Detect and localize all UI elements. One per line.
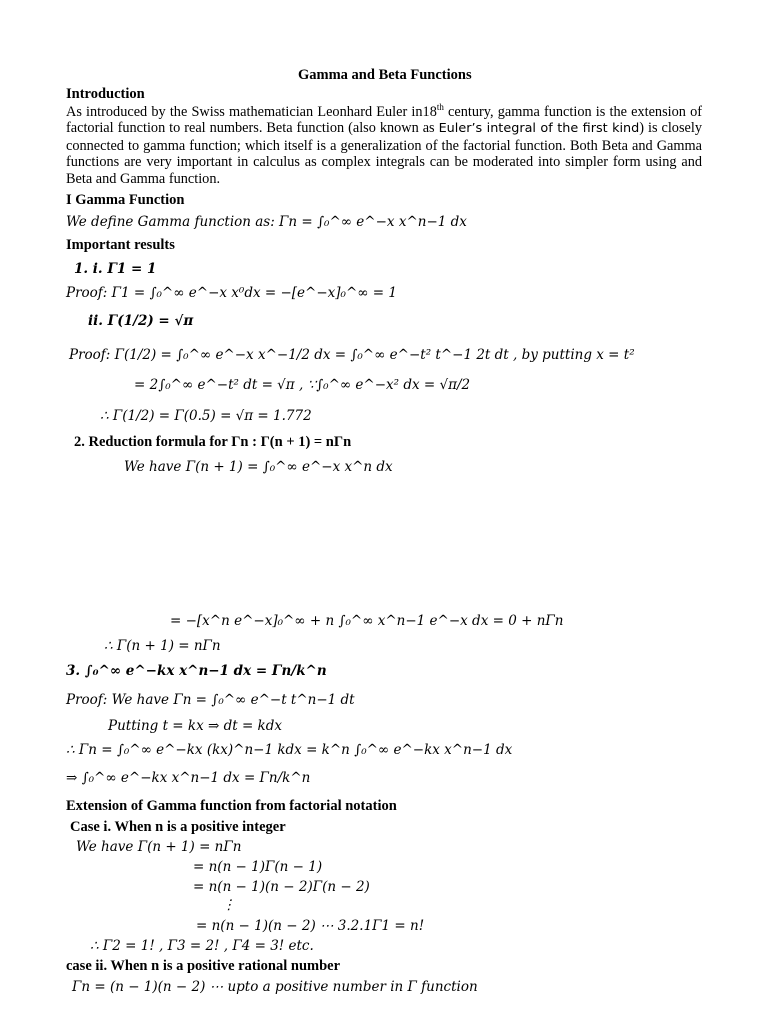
proof-3-substitution: Putting t = kx ⇒ dt = kdx <box>108 718 282 734</box>
extension-heading: Extension of Gamma function from factorial notation <box>66 798 397 814</box>
important-results-heading: Important results <box>66 237 175 253</box>
reduction-step: = −[x^n e^−x]₀^∞ + n ∫₀^∞ x^n−1 e^−x dx = 0 + nΓn <box>170 613 564 629</box>
case-ii-heading: case ii. When n is a positive rational number <box>66 958 341 974</box>
proof-1ii: Proof: Γ(1/2) = ∫₀^∞ e^−x x^−1/2 dx = ∫₀^∞ e^−t² t^−1 2t dt , by putting x = t² <box>69 347 635 363</box>
proof-3-step: ∴ Γn = ∫₀^∞ e^−kx (kx)^n−1 kdx = k^n ∫₀^∞ e^−kx x^n−1 dx <box>66 742 513 758</box>
case-i-heading: Case i. When n is a positive integer <box>70 819 286 835</box>
result-1i: 1. i. Γ1 = 1 <box>74 261 157 277</box>
reduction-start: We have Γ(n + 1) = ∫₀^∞ e^−x x^n dx <box>124 459 393 475</box>
proof-3-conclusion: ⇒ ∫₀^∞ e^−kx x^n−1 dx = Γn/k^n <box>66 770 311 786</box>
reduction-formula-heading: 2. Reduction formula for Γn : Γ(n + 1) = nΓn <box>74 434 352 450</box>
proof-1ii-step: = 2∫₀^∞ e^−t² dt = √π , ∵∫₀^∞ e^−x² dx = √π/2 <box>134 377 471 393</box>
case-ii-formula: Γn = (n − 1)(n − 2) ⋯ upto a positive number in Γ function <box>72 979 478 995</box>
document-title: Gamma and Beta Functions <box>298 67 472 83</box>
gamma-definition: We define Gamma function as: Γn = ∫₀^∞ e^−x x^n−1 dx <box>66 214 467 230</box>
introduction-paragraph: As introduced by the Swiss mathematician Leonhard Euler in18th century, gamma function is the extension of factorial function to real numbers. Beta function (also known as Euler’s integral of the first kind) is closely connected to gamma function; which itself is a generalization of the factorial function. Both Beta and Gamma functions are very important in calculus as complex integrals can be moderated into simpler form using and Beta and Gamma function. <box>66 102 702 187</box>
proof-1i: Proof: Γ1 = ∫₀^∞ e^−x x⁰dx = −[e^−x]₀^∞ = 1 <box>66 285 397 301</box>
result-3: 3. ∫₀^∞ e^−kx x^n−1 dx = Γn/k^n <box>66 663 327 679</box>
case-i-step-3: = n(n − 1)(n − 2) ⋯ 3.2.1Γ1 = n! <box>196 918 425 934</box>
case-i-examples: ∴ Γ2 = 1! , Γ3 = 2! , Γ4 = 3! etc. <box>90 938 314 954</box>
proof-1ii-conclusion: ∴ Γ(1/2) = Γ(0.5) = √π = 1.772 <box>100 408 312 424</box>
case-i-start: We have Γ(n + 1) = nΓn <box>76 839 242 855</box>
case-i-step-1: = n(n − 1)Γ(n − 1) <box>193 859 323 875</box>
case-i-step-2: = n(n − 1)(n − 2)Γ(n − 2) <box>193 879 370 895</box>
proof-3: Proof: We have Γn = ∫₀^∞ e^−t t^n−1 dt <box>66 692 355 708</box>
introduction-heading: Introduction <box>66 86 145 102</box>
reduction-conclusion: ∴ Γ(n + 1) = nΓn <box>104 638 221 654</box>
case-i-vdots: ⋮ <box>222 897 236 913</box>
gamma-function-heading: I Gamma Function <box>66 192 185 208</box>
result-1ii: ii. Γ(1/2) = √π <box>88 313 194 329</box>
